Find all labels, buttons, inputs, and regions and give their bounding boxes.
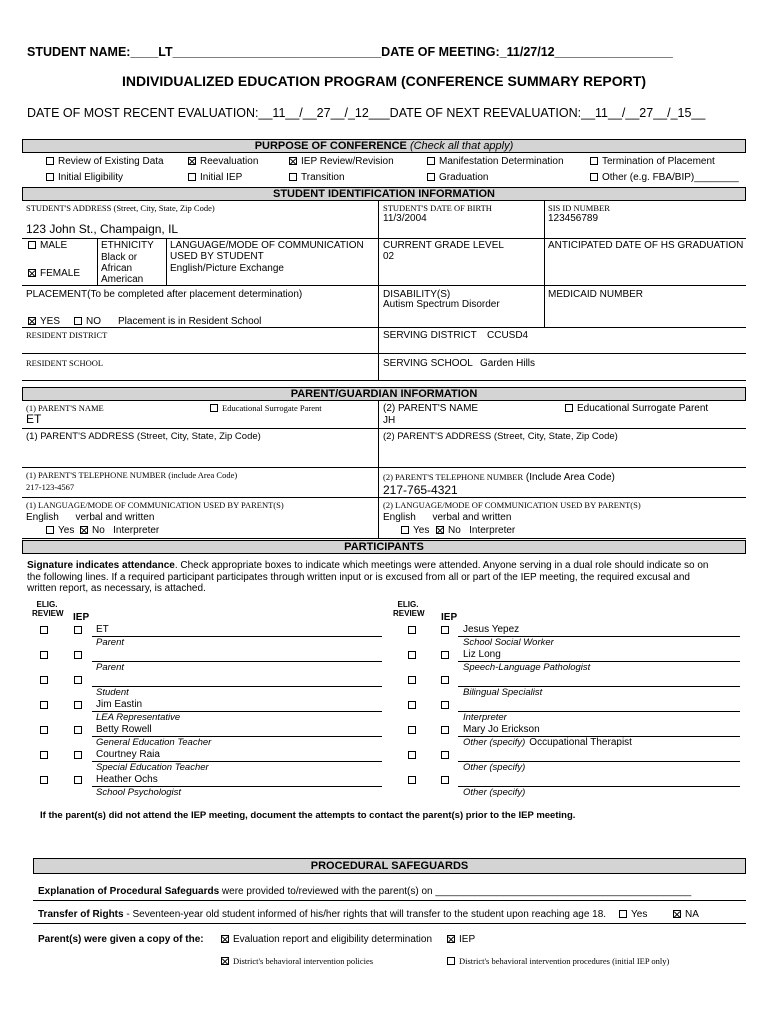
left-participant-role: LEA Representative [96, 712, 181, 723]
elig-review-checkbox-icon[interactable] [408, 726, 416, 734]
divider [544, 201, 545, 327]
purpose-option-termination[interactable]: Termination of Placement [590, 156, 715, 167]
elig-review-checkbox-icon[interactable] [408, 676, 416, 684]
elig-review-checkbox-icon[interactable] [40, 701, 48, 709]
language-label-line-2: USED BY STUDENT [170, 251, 264, 262]
purpose-note: (Check all that apply) [409, 140, 514, 152]
iep-checkbox-icon[interactable] [441, 701, 449, 709]
checked-box-icon[interactable] [28, 317, 36, 325]
transfer-of-rights-line: Transfer of Rights - Seventeen-year old student informed of his/her rights that will transfer to the student upon reaching age 18. [38, 909, 607, 920]
placement-no-option[interactable]: NO [74, 316, 101, 327]
left-elig-review-header: ELIG. REVIEW [32, 600, 64, 618]
copy-iep-option[interactable]: IEP [447, 934, 475, 945]
iep-checkbox-icon[interactable] [441, 676, 449, 684]
iep-checkbox-icon[interactable] [441, 776, 449, 784]
parent2-phone-value: 217-765-4321 [383, 483, 458, 497]
divider [22, 285, 746, 286]
divider [22, 428, 746, 429]
divider [22, 238, 746, 239]
divider [166, 238, 167, 285]
iep-checkbox-icon[interactable] [74, 701, 82, 709]
parent1-language-label: (1) LANGUAGE/MODE OF COMMUNICATION USED BY PARENT(S) [26, 500, 284, 510]
parent1-language-value: English verbal and written [26, 512, 155, 523]
resident-school-label: RESIDENT SCHOOL [26, 358, 104, 368]
left-participant-name: Courtney Raia [96, 749, 160, 760]
participants-instructions-line-3: written report, as necessary, is attached. [27, 583, 206, 594]
parent1-address-label: (1) PARENT'S ADDRESS (Street, City, State, Zip Code) [26, 431, 261, 442]
checked-box-icon[interactable] [221, 935, 229, 943]
parent2-address-label: (2) PARENT'S ADDRESS (Street, City, State, Zip Code) [383, 431, 618, 442]
checked-box-icon[interactable] [221, 957, 229, 965]
elig-review-checkbox-icon[interactable] [40, 751, 48, 759]
right-participant-name: Liz Long [463, 649, 501, 660]
parent1-phone-label: (1) PARENT'S TELEPHONE NUMBER (include Area Code) [26, 470, 238, 480]
safeguards-section-header: PROCEDURAL SAFEGUARDS [33, 858, 746, 874]
iep-checkbox-icon[interactable] [441, 726, 449, 734]
parent1-surrogate-option[interactable]: Educational Surrogate Parent [210, 403, 322, 413]
signature-line[interactable] [92, 661, 382, 662]
participants-section-header: PARTICIPANTS [22, 540, 746, 554]
sis-value: 123456789 [548, 213, 599, 224]
iep-checkbox-icon[interactable] [441, 626, 449, 634]
checked-box-icon[interactable] [80, 526, 88, 534]
purpose-title: PURPOSE OF CONFERENCE [254, 140, 407, 152]
student-section-header: STUDENT IDENTIFICATION INFORMATION [22, 187, 746, 201]
checked-box-icon[interactable] [188, 157, 196, 165]
checked-box-icon[interactable] [673, 910, 681, 918]
parent-section-header: PARENT/GUARDIAN INFORMATION [22, 387, 746, 401]
parent2-language-label: (2) LANGUAGE/MODE OF COMMUNICATION USED BY PARENT(S) [383, 500, 641, 510]
right-participant-role: Other (specify) [463, 787, 526, 798]
right-participant-role: Speech-Language Pathologist [463, 662, 591, 673]
iep-checkbox-icon[interactable] [441, 751, 449, 759]
right-elig-review-header: ELIG. REVIEW [393, 600, 425, 618]
elig-review-checkbox-icon[interactable] [40, 776, 48, 784]
checked-box-icon[interactable] [436, 526, 444, 534]
purpose-section-header [22, 139, 746, 153]
divider [22, 353, 746, 354]
iep-checkbox-icon[interactable] [74, 726, 82, 734]
left-participant-role: School Psychologist [96, 787, 182, 798]
parent-attempts-note: If the parent(s) did not attend the IEP meeting, document the attempts to contact the parent(s) prior to the IEP meeting. [40, 810, 576, 821]
student-address-label: STUDENT'S ADDRESS (Street, City, State, Zip Code) [26, 203, 215, 213]
sis-label: SIS ID NUMBER [548, 203, 610, 213]
checked-box-icon[interactable] [447, 935, 455, 943]
right-participant-name: Jesus Yepez [463, 624, 520, 635]
left-participant-role: Parent [96, 637, 124, 648]
copy-given-label: Parent(s) were given a copy of the: [38, 934, 204, 945]
iep-checkbox-icon[interactable] [441, 651, 449, 659]
parent1-name-label: (1) PARENT'S NAME [26, 403, 104, 413]
left-participant-name: Betty Rowell [96, 724, 152, 735]
transfer-yes-option[interactable]: Yes [619, 909, 647, 920]
parent1-name-value: ET [26, 412, 42, 426]
divider [33, 900, 746, 901]
form-title: INDIVIDUALIZED EDUCATION PROGRAM (CONFERENCE SUMMARY REPORT) [122, 73, 646, 89]
placement-yes-option[interactable]: YES [28, 316, 60, 327]
purpose-option-iep-review[interactable]: IEP Review/Revision [289, 156, 394, 167]
elig-review-checkbox-icon[interactable] [40, 626, 48, 634]
divider [22, 380, 746, 381]
language-value: English/Picture Exchange [170, 263, 284, 274]
purpose-option-manifestation[interactable]: Manifestation Determination [427, 156, 564, 167]
placement-label: PLACEMENT(To be completed after placement determination) [26, 289, 303, 300]
student-address-value: 123 John St., Champaign, IL [26, 222, 179, 236]
parent2-phone-label-wrap: (2) PARENT'S TELEPHONE NUMBER (Include Area Code) [383, 472, 615, 483]
parent1-interpreter-yes[interactable]: Yes [46, 525, 74, 536]
checkbox-icon[interactable] [427, 157, 435, 165]
left-participant-role: Special Education Teacher [96, 762, 209, 773]
elig-review-checkbox-icon[interactable] [408, 626, 416, 634]
checkbox-icon[interactable] [565, 404, 573, 412]
right-participant-role: Other (specify) Occupational Therapist [463, 737, 632, 748]
iep-checkbox-icon[interactable] [74, 626, 82, 634]
checkbox-icon[interactable] [28, 241, 36, 249]
serving-district-label: SERVING DISTRICT [383, 330, 477, 341]
checkbox-icon[interactable] [74, 317, 82, 325]
divider [378, 201, 379, 380]
checkbox-icon[interactable] [188, 173, 196, 181]
parent2-interpreter-no[interactable]: No Interpreter [436, 525, 515, 536]
resident-district-label: RESIDENT DISTRICT [26, 330, 108, 340]
parent2-interpreter-yes[interactable]: Yes [401, 525, 429, 536]
gender-male-option[interactable]: MALE [28, 240, 67, 251]
purpose-option-initial-eligibility[interactable]: Initial Eligibility [46, 172, 123, 183]
elig-review-checkbox-icon[interactable] [40, 676, 48, 684]
divider [97, 238, 98, 285]
divider [33, 923, 746, 924]
checkbox-icon[interactable] [427, 173, 435, 181]
elig-review-checkbox-icon[interactable] [408, 751, 416, 759]
right-participant-name: Mary Jo Erickson [463, 724, 540, 735]
copy-behavioral-procedures-option[interactable]: District's behavioral intervention procedures (initial IEP only) [447, 956, 669, 966]
iep-checkbox-icon[interactable] [74, 751, 82, 759]
parent2-language-value: English verbal and written [383, 512, 512, 523]
iep-checkbox-icon[interactable] [74, 651, 82, 659]
medicaid-label: MEDICAID NUMBER [548, 289, 644, 300]
placement-note: Placement is in Resident School [118, 316, 262, 327]
elig-review-checkbox-icon[interactable] [40, 726, 48, 734]
parent1-phone-value: 217-123-4567 [26, 482, 75, 492]
parent2-name-label: (2) PARENT'S NAME [383, 403, 479, 414]
purpose-option-graduation[interactable]: Graduation [427, 172, 488, 183]
right-participant-role: School Social Worker [463, 637, 554, 648]
serving-school-value: Garden Hills [480, 358, 536, 369]
student-name-line: STUDENT NAME:____LT______________________________DATE OF MEETING:_11/27/12_________________ [27, 45, 673, 59]
grade-value: 02 [383, 251, 395, 262]
disability-value: Autism Spectrum Disorder [383, 299, 500, 310]
elig-review-checkbox-icon[interactable] [40, 651, 48, 659]
elig-review-checkbox-icon[interactable] [408, 776, 416, 784]
checkbox-icon[interactable] [46, 157, 54, 165]
gender-female-option[interactable]: FEMALE [28, 268, 80, 279]
right-iep-header: IEP [441, 612, 458, 623]
checkbox-icon[interactable] [590, 173, 598, 181]
left-iep-header: IEP [73, 612, 90, 623]
copy-evaluation-report-option[interactable]: Evaluation report and eligibility determination [221, 934, 432, 945]
iep-checkbox-icon[interactable] [74, 776, 82, 784]
ethnicity-label: ETHNICITY [101, 240, 154, 251]
elig-review-checkbox-icon[interactable] [408, 701, 416, 709]
purpose-option-initial-iep[interactable]: Initial IEP [188, 172, 242, 183]
hs-graduation-label: ANTICIPATED DATE OF HS GRADUATION [548, 240, 744, 251]
left-participant-role: General Education Teacher [96, 737, 212, 748]
grade-label: CURRENT GRADE LEVEL [383, 240, 504, 251]
right-participant-role: Interpreter [463, 712, 507, 723]
divider [378, 401, 379, 538]
ethnicity-value-line-2: African [101, 263, 133, 274]
checkbox-icon[interactable] [401, 526, 409, 534]
purpose-option-other[interactable]: Other (e.g. FBA/BIP)________ [590, 172, 739, 183]
serving-school-label: SERVING SCHOOL [383, 358, 473, 369]
left-participant-name: Jim Eastin [96, 699, 143, 710]
checkbox-icon[interactable] [46, 173, 54, 181]
parent2-name-value: JH [383, 415, 396, 426]
checked-box-icon[interactable] [28, 269, 36, 277]
divider [22, 327, 746, 328]
dob-value: 11/3/2004 [383, 213, 427, 224]
copy-behavioral-policies-option[interactable]: District's behavioral intervention policies [221, 956, 373, 966]
divider [22, 497, 746, 498]
checkbox-icon[interactable] [590, 157, 598, 165]
right-participant-role-specify: Occupational Therapist [529, 737, 632, 748]
divider [22, 467, 746, 468]
right-participant-role: Bilingual Specialist [463, 687, 543, 698]
left-participant-name: ET [96, 624, 109, 635]
disability-label: DISABILITY(S) [383, 289, 451, 300]
elig-review-checkbox-icon[interactable] [408, 651, 416, 659]
purpose-option-reevaluation[interactable]: Reevaluation [188, 156, 258, 167]
ethnicity-value-line-1: Black or [101, 252, 138, 263]
left-participant-name: Heather Ochs [96, 774, 158, 785]
divider [22, 538, 746, 539]
ethnicity-value-line-3: American [101, 274, 144, 285]
parent2-surrogate-option[interactable]: Educational Surrogate Parent [565, 403, 708, 414]
checked-box-icon[interactable] [289, 157, 297, 165]
left-participant-role: Parent [96, 662, 124, 673]
checkbox-icon[interactable] [289, 173, 297, 181]
safeguards-explanation-line: Explanation of Procedural Safeguards were provided to/reviewed with the parent(s) on ______________________________________________ [38, 886, 692, 897]
signature-line[interactable] [92, 686, 382, 687]
serving-district-value: CCUSD4 [487, 330, 529, 341]
iep-checkbox-icon[interactable] [74, 676, 82, 684]
purpose-option-transition[interactable]: Transition [289, 172, 345, 183]
language-label-line-1: LANGUAGE/MODE OF COMMUNICATION [170, 240, 364, 251]
parent1-interpreter-no[interactable]: No Interpreter [80, 525, 159, 536]
checkbox-icon[interactable] [46, 526, 54, 534]
right-participant-role: Other (specify) [463, 762, 526, 773]
participants-instructions-line-1: Signature indicates attendance. Check appropriate boxes to indicate which meetings were attended. Anyone serving in a dual role should indicate so on [27, 560, 709, 571]
evaluation-dates-line: DATE OF MOST RECENT EVALUATION:__11__/__27__/_12___DATE OF NEXT REEVALUATION:__11__/__27__/_15__ [27, 106, 706, 120]
checkbox-icon[interactable] [619, 910, 627, 918]
purpose-option-review-existing-data[interactable]: Review of Existing Data [46, 156, 164, 167]
participants-instructions-line-2: the following lines. If a required participant participates through written input or is excused from all or part of the IEP meeting, the required excusal and [27, 572, 690, 583]
transfer-na-option[interactable]: NA [673, 909, 699, 920]
checkbox-icon[interactable] [447, 957, 455, 965]
checkbox-icon[interactable] [210, 404, 218, 412]
signature-line[interactable] [92, 636, 382, 637]
left-participant-role: Student [96, 687, 129, 698]
dob-label: STUDENT'S DATE OF BIRTH [383, 203, 492, 213]
